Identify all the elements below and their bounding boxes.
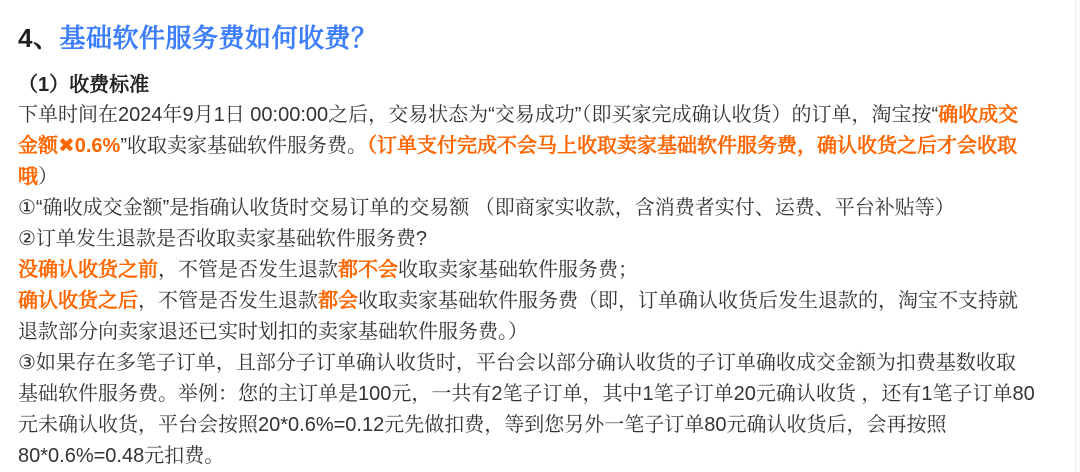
highlighted-text: 都不会: [338, 259, 398, 281]
question-title: [18, 22, 1066, 54]
highlighted-text: 确认收货之后: [18, 290, 138, 312]
text-run: ，不管是否发生退款: [158, 259, 338, 281]
text-line: [18, 162, 1066, 193]
text-line: [18, 224, 1066, 255]
text-line: [18, 286, 1066, 317]
text-run: ，不管是否发生退款: [138, 290, 318, 312]
page-right-border: [1075, 0, 1080, 472]
highlighted-text: （订单支付完成不会马上收取卖家基础软件服务费，确认收货之后才会收取: [367, 135, 1018, 157]
highlighted-text: 金额✖0.6%: [18, 135, 121, 157]
section-heading: （1）收费标准: [18, 74, 150, 96]
text-line: [18, 193, 1066, 224]
highlighted-text: 没确认收货之前: [18, 259, 158, 281]
highlighted-text: 都会: [318, 290, 358, 312]
text-run: 下单时间在2024年9月1日 00:00:00之后，交易状态为“交易成功”（即买家完成确认收货）的订单，淘宝按“: [18, 104, 939, 126]
text-line: [18, 131, 1066, 162]
text-run: 元未确认收货，平台会按照20*0.6%=0.12元先做扣费，等到您另外一笔子订单80元确认收货后，会再按照: [18, 414, 947, 436]
text-run: 80*0.6%=0.48元扣费。: [18, 445, 225, 467]
text-line: [18, 410, 1066, 441]
text-run: ①“确收成交金额”是指确认收货时交易订单的交易额 （即商家实收款，含消费者实付、运费、平台补贴等）: [18, 197, 955, 219]
body-lines: [18, 100, 1066, 472]
text-run: 收取卖家基础软件服务费；: [398, 259, 638, 281]
question-title-text: 基础软件服务费如何收费？: [59, 23, 378, 53]
highlighted-text: 哦: [18, 166, 38, 188]
text-run: ）: [38, 166, 58, 188]
question-number: 4、: [18, 23, 60, 53]
text-run: 基础软件服务费。举例：您的主订单是100元，一共有2笔子订单，其中1笔子订单20元确认收货 ，还有1笔子订单80: [18, 383, 1035, 405]
text-run: 收取卖家基础软件服务费（即，订单确认收货后发生退款的，淘宝不支持就: [358, 290, 1018, 312]
text-run: ②订单发生退款是否收取卖家基础软件服务费?: [18, 228, 428, 250]
text-line: [18, 441, 1066, 472]
text-run: ③如果存在多笔子订单，且部分子订单确认收货时，平台会以部分确认收货的子订单确收成交金额为扣费基数收取: [18, 352, 1016, 374]
highlighted-text: 确收成交: [938, 104, 1019, 126]
text-line: [18, 379, 1066, 410]
text-run: ”收取卖家基础软件服务费。: [120, 135, 368, 157]
text-line: [18, 100, 1066, 131]
text-line: [18, 317, 1066, 348]
text-run: 退款部分向卖家退还已实时划扣的卖家基础软件服务费。）: [18, 321, 528, 343]
text-line: [18, 348, 1066, 379]
faq-content: [18, 22, 1066, 472]
text-line: [18, 255, 1066, 286]
